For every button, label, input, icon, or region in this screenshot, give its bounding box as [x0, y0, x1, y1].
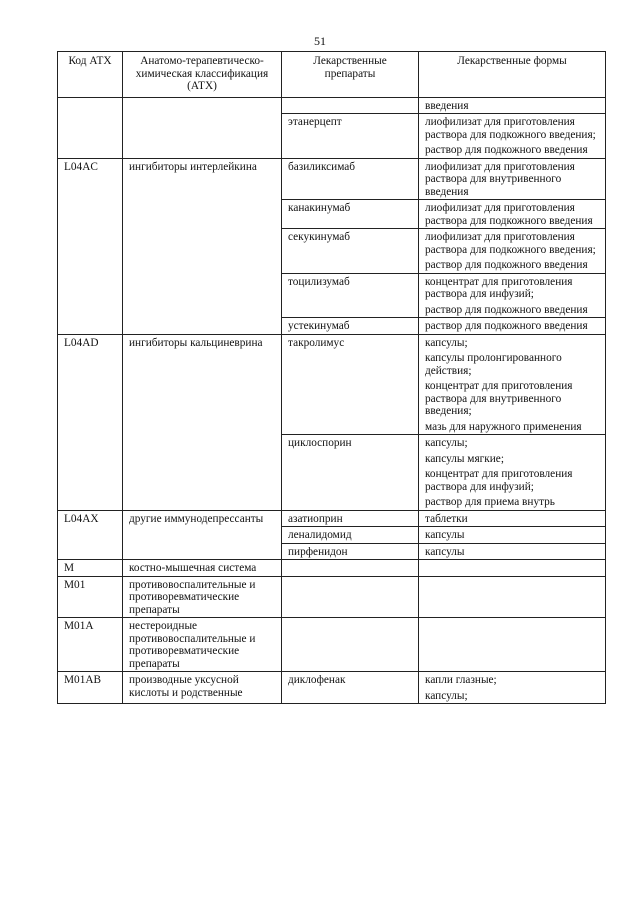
- atx-classification-cell: [123, 97, 282, 158]
- dosage-form: капсулы пролонгированного действия;: [425, 352, 562, 377]
- atx-code-cell: M01AB: [58, 672, 123, 704]
- table-row: [58, 618, 606, 672]
- page-number: 51: [314, 34, 326, 48]
- atx-code-cell: M01A: [58, 618, 123, 672]
- dosage-form: капсулы;: [425, 437, 468, 449]
- dosage-form: лиофилизат для приготовления раствора для подкожного введения: [425, 202, 593, 227]
- table-row: [58, 560, 606, 577]
- dosage-forms-cell: [419, 618, 606, 672]
- drug-name-cell: [282, 560, 419, 577]
- header-forms: Лекарственные формы: [419, 52, 606, 98]
- dosage-form: концентрат для приготовления раствора для инфузий;: [425, 275, 573, 300]
- drug-name-cell: секукинумаб: [282, 229, 419, 274]
- dosage-form: лиофилизат для приготовления раствора для внутривенного введения: [425, 160, 575, 198]
- dosage-form: капсулы: [425, 529, 465, 541]
- dosage-form: капсулы;: [425, 689, 468, 702]
- drug-name-cell: устекинумаб: [282, 318, 419, 335]
- atx-code-cell: [58, 97, 123, 158]
- dosage-forms-cell: [419, 273, 606, 318]
- drug-name-cell: такролимус: [282, 334, 419, 435]
- dosage-forms-cell: [419, 97, 606, 114]
- dosage-form: раствор для подкожного введения: [425, 259, 588, 271]
- drug-name-cell: леналидомид: [282, 527, 419, 544]
- table-row: [58, 334, 606, 435]
- drug-name-cell: азатиоприн: [282, 510, 419, 527]
- drug-name-cell: диклофенак: [282, 672, 419, 704]
- atx-code-cell: M: [58, 560, 123, 577]
- dosage-forms-cell: [419, 527, 606, 544]
- drug-name-cell: канакинумаб: [282, 200, 419, 229]
- table-header-row: [58, 52, 606, 98]
- dosage-form: введения: [425, 99, 469, 112]
- drug-name-cell: [282, 576, 419, 618]
- atx-classification-cell: ингибиторы кальциневрина: [123, 334, 282, 510]
- dosage-forms-cell: [419, 318, 606, 335]
- table-row: [58, 576, 606, 618]
- dosage-form: капсулы: [425, 545, 465, 558]
- atx-classification-cell: нестероидные противовоспалительные и противоревматические препараты: [123, 618, 282, 672]
- dosage-forms-cell: [419, 672, 606, 704]
- dosage-form: капсулы мягкие;: [425, 452, 504, 465]
- drug-name-cell: этанерцепт: [282, 114, 419, 159]
- table-row: [58, 158, 606, 200]
- dosage-form: раствор для подкожного введения: [425, 320, 588, 332]
- atx-classification-cell: костно-мышечная система: [123, 560, 282, 577]
- dosage-form: концентрат для приготовления раствора для внутривенного введения;: [425, 380, 573, 417]
- header-drugs: Лекарственные препараты: [282, 52, 419, 98]
- atx-code-cell: M01: [58, 576, 123, 618]
- atx-classification-cell: другие иммунодепрессанты: [123, 510, 282, 560]
- dosage-forms-cell: [419, 200, 606, 229]
- header-code: Код АТХ: [58, 52, 123, 98]
- dosage-forms-cell: [419, 334, 606, 435]
- header-classification: Анатомо-терапевтическо-химическая классификация (АТХ): [123, 52, 282, 98]
- table-row: [58, 672, 606, 704]
- drug-name-cell: циклоспорин: [282, 435, 419, 511]
- dosage-forms-cell: [419, 510, 606, 527]
- atx-classification-cell: ингибиторы интерлейкина: [123, 158, 282, 334]
- dosage-forms-cell: [419, 158, 606, 200]
- atx-code-cell: L04AX: [58, 510, 123, 560]
- atx-drug-table: [57, 51, 606, 704]
- dosage-form: раствор для приема внутрь: [425, 496, 555, 508]
- table-row: [58, 510, 606, 527]
- drug-name-cell: тоцилизумаб: [282, 273, 419, 318]
- atx-code-cell: L04AD: [58, 334, 123, 510]
- dosage-form: лиофилизат для приготовления раствора для подкожного введения;: [425, 116, 596, 141]
- dosage-forms-cell: [419, 114, 606, 159]
- drug-name-cell: пирфенидон: [282, 543, 419, 560]
- dosage-form: мазь для наружного применения: [425, 420, 582, 433]
- dosage-form: капли глазные;: [425, 674, 497, 686]
- drug-name-cell: [282, 97, 419, 114]
- dosage-form: лиофилизат для приготовления раствора для подкожного введения;: [425, 231, 596, 256]
- drug-name-cell: [282, 618, 419, 672]
- drug-name-cell: базиликсимаб: [282, 158, 419, 200]
- dosage-form: раствор для подкожного введения: [425, 144, 588, 156]
- dosage-form: концентрат для приготовления раствора для инфузий;: [425, 468, 573, 493]
- dosage-forms-cell: [419, 576, 606, 618]
- dosage-forms-cell: [419, 435, 606, 511]
- dosage-forms-cell: [419, 543, 606, 560]
- atx-code-cell: L04AC: [58, 158, 123, 334]
- dosage-form: раствор для подкожного введения: [425, 303, 588, 316]
- dosage-form: капсулы;: [425, 336, 468, 349]
- dosage-forms-cell: [419, 229, 606, 274]
- atx-classification-cell: производные уксусной кислоты и родственные: [123, 672, 282, 704]
- atx-classification-cell: противовоспалительные и противоревматические препараты: [123, 576, 282, 618]
- dosage-forms-cell: [419, 560, 606, 577]
- table-row: [58, 97, 606, 114]
- dosage-form: таблетки: [425, 512, 468, 525]
